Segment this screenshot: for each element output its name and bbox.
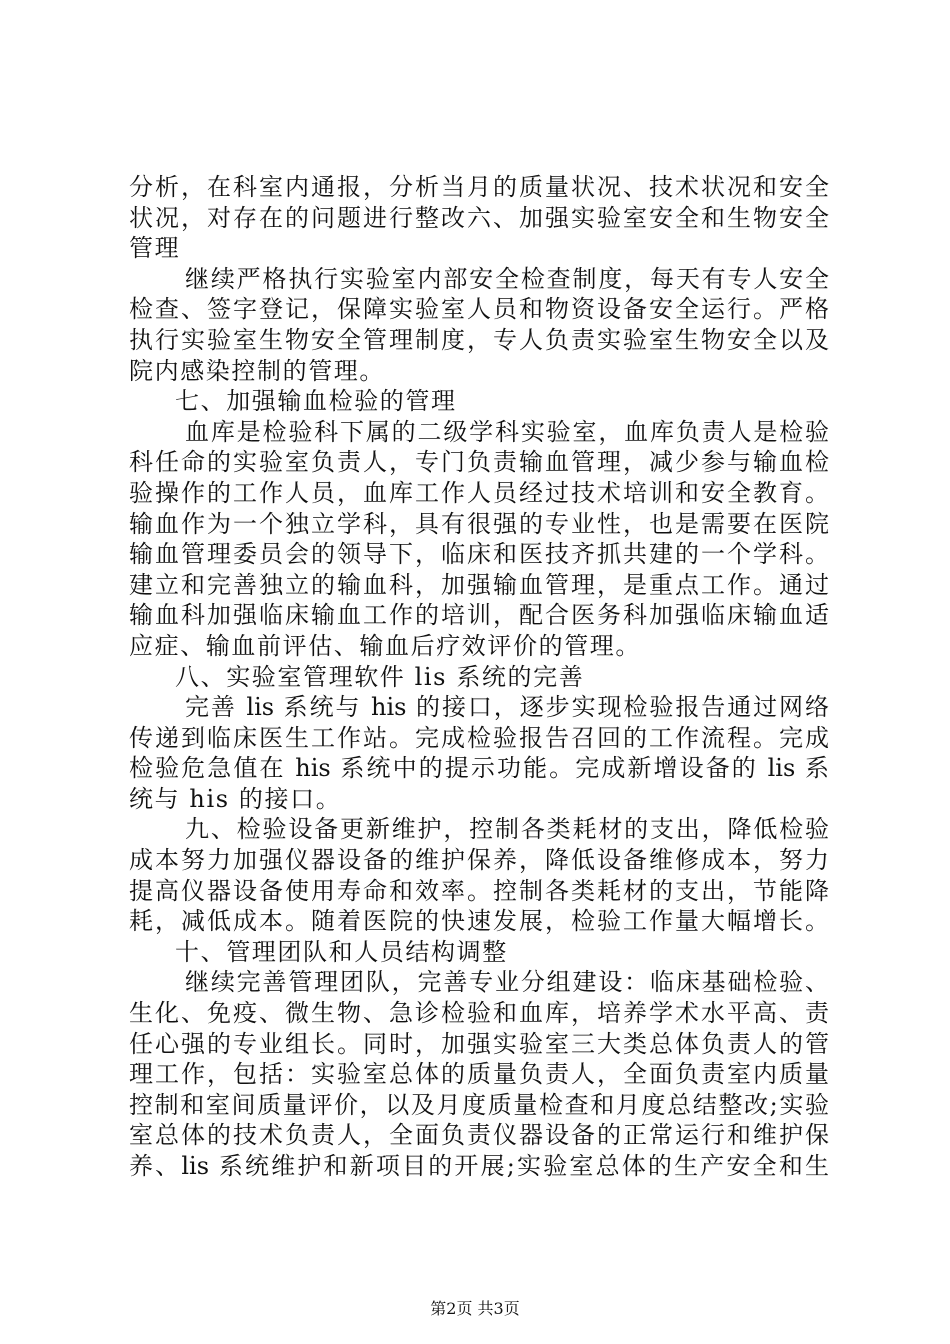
paragraph-line: 输血管理委员会的领导下，临床和医技齐抓共建的一个学科。 bbox=[129, 540, 829, 569]
paragraph-line: 继续完善管理团队，完善专业分组建设：临床基础检验、 bbox=[185, 968, 829, 997]
paragraph-line: 血库是检验科下属的二级学科实验室，血库负责人是检验 bbox=[185, 417, 829, 446]
paragraph-line: 养、lis 系统维护和新项目的开展;实验室总体的生产安全和生 bbox=[129, 1152, 829, 1180]
paragraph-line: 成本努力加强仪器设备的维护保养，降低设备维修成本，努力 bbox=[129, 846, 829, 875]
paragraph-line: 建立和完善独立的输血科，加强输血管理，是重点工作。通过 bbox=[129, 570, 829, 599]
section-heading: 七、加强输血检验的管理 bbox=[175, 387, 457, 416]
paragraph-line: 任心强的专业组长。同时，加强实验室三大类总体负责人的管 bbox=[129, 1029, 829, 1058]
paragraph-line: 统与 his 的接口。 bbox=[129, 784, 342, 813]
paragraph-line: 执行实验室生物安全管理制度，专人负责实验室生物安全以及 bbox=[129, 325, 829, 354]
paragraph-line: 管理 bbox=[129, 234, 181, 263]
paragraph-line: 检验危急值在 his 系统中的提示功能。完成新增设备的 lis 系 bbox=[129, 754, 829, 783]
paragraph-line: 继续严格执行实验室内部安全检查制度，每天有专人安全 bbox=[185, 264, 829, 293]
paragraph-line: 状况，对存在的问题进行整改六、加强实验室安全和生物安全 bbox=[129, 203, 829, 232]
paragraph-line: 控制和室间质量评价，以及月度质量检查和月度总结整改;实验 bbox=[129, 1090, 829, 1119]
section-heading: 八、实验室管理软件 lis 系统的完善 bbox=[175, 662, 585, 691]
paragraph-line: 传递到临床医生工作站。完成检验报告召回的工作流程。完成 bbox=[129, 723, 829, 752]
paragraph-line: 完善 lis 系统与 his 的接口，逐步实现检验报告通过网络 bbox=[185, 693, 829, 722]
paragraph-line: 生化、免疫、微生物、急诊检验和血库，培养学术水平高、责 bbox=[129, 999, 829, 1028]
paragraph-line: 验操作的工作人员，血库工作人员经过技术培训和安全教育。 bbox=[129, 478, 829, 507]
paragraph-line: 科任命的实验室负责人，专门负责输血管理，减少参与输血检 bbox=[129, 448, 829, 477]
paragraph-line: 理工作，包括：实验室总体的质量负责人，全面负责室内质量 bbox=[129, 1060, 829, 1089]
paragraph-line: 院内感染控制的管理。 bbox=[129, 356, 385, 385]
paragraph-line: 输血科加强临床输血工作的培训，配合医务科加强临床输血适 bbox=[129, 601, 829, 630]
paragraph-line: 输血作为一个独立学科，具有很强的专业性，也是需要在医院 bbox=[129, 509, 829, 538]
paragraph-line: 提高仪器设备使用寿命和效率。控制各类耗材的支出，节能降 bbox=[129, 876, 829, 905]
document-body bbox=[129, 172, 829, 1182]
paragraph-line: 耗，减低成本。随着医院的快速发展，检验工作量大幅增长。 bbox=[129, 907, 829, 936]
section-heading: 十、管理团队和人员结构调整 bbox=[175, 937, 508, 966]
paragraph-line: 九、检验设备更新维护，控制各类耗材的支出，降低检验 bbox=[185, 815, 829, 844]
paragraph-line: 分析，在科室内通报，分析当月的质量状况、技术状况和安全 bbox=[129, 173, 829, 201]
page-footer: 第2页 共3页 bbox=[430, 1299, 520, 1318]
paragraph-line: 检查、签字登记，保障实验室人员和物资设备安全运行。严格 bbox=[129, 295, 829, 324]
paragraph-line: 应症、输血前评估、输血后疗效评价的管理。 bbox=[129, 631, 641, 660]
paragraph-line: 室总体的技术负责人，全面负责仪器设备的正常运行和维护保 bbox=[129, 1121, 829, 1150]
